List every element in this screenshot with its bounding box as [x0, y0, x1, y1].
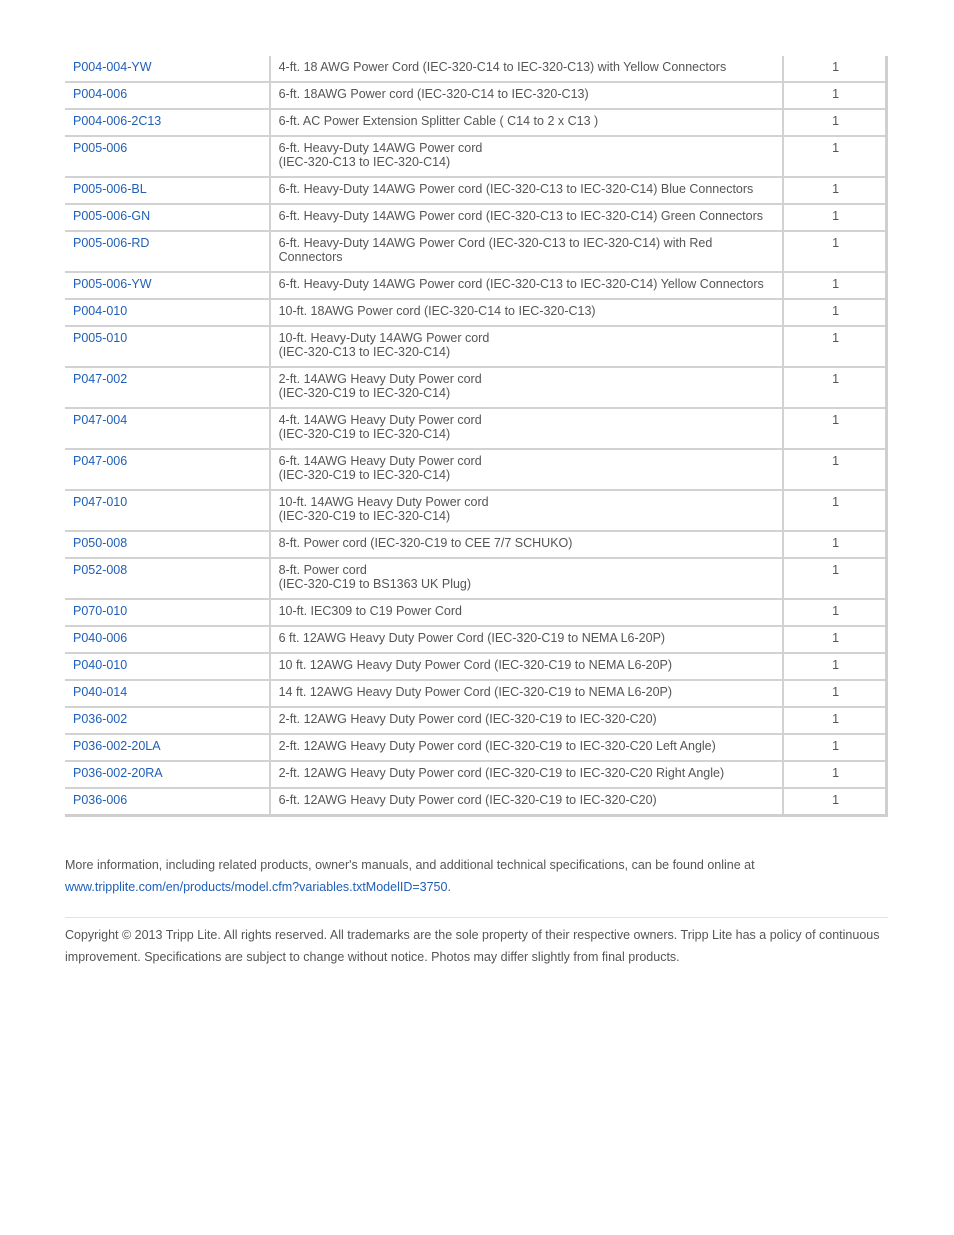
- table-row: [65, 231, 887, 272]
- model-link[interactable]: P047-004: [73, 413, 128, 427]
- model-cell: [65, 231, 270, 272]
- table-row: [65, 707, 887, 734]
- quantity-cell: 1: [783, 680, 886, 707]
- description-cell: [270, 136, 784, 177]
- description-cell: [270, 558, 784, 599]
- description-cell: [270, 788, 784, 816]
- model-link[interactable]: P047-006: [73, 454, 128, 468]
- model-link[interactable]: P005-006-BL: [73, 182, 147, 196]
- description-cell: [270, 761, 784, 788]
- model-cell: [65, 531, 270, 558]
- table-row: [65, 109, 887, 136]
- model-cell: [65, 761, 270, 788]
- description-cell: [270, 449, 784, 490]
- description-line: 6-ft. Heavy-Duty 14AWG Power cord (IEC-320-C13 to IEC-320-C14) Yellow Connectors: [278, 277, 764, 291]
- model-link[interactable]: P040-006: [73, 631, 128, 645]
- description-line: (IEC-320-C19 to BS1363 UK Plug): [278, 577, 472, 591]
- description-cell: [270, 177, 784, 204]
- table-row: [65, 490, 887, 531]
- description-line: 14 ft. 12AWG Heavy Duty Power Cord (IEC-320-C19 to NEMA L6-20P): [278, 685, 673, 699]
- description-line: 6-ft. Heavy-Duty 14AWG Power cord (IEC-320-C13 to IEC-320-C14) Blue Connectors: [278, 182, 754, 196]
- included-parts-table: [65, 56, 888, 817]
- more-info-text: More information, including related products, owner's manuals, and additional technical specifications, can be found online at: [65, 858, 755, 872]
- model-cell: [65, 653, 270, 680]
- description-cell: [270, 299, 784, 326]
- quantity-cell: 1: [783, 204, 886, 231]
- description-cell: [270, 231, 784, 272]
- description-line: 4-ft. 14AWG Heavy Duty Power cord: [278, 413, 482, 427]
- table-row: [65, 299, 887, 326]
- model-link[interactable]: P040-010: [73, 658, 128, 672]
- model-cell: [65, 136, 270, 177]
- table-row: [65, 326, 887, 367]
- description-line: (IEC-320-C19 to IEC-320-C14): [278, 386, 451, 400]
- description-line: 6 ft. 12AWG Heavy Duty Power Cord (IEC-320-C19 to NEMA L6-20P): [278, 631, 666, 645]
- quantity-cell: 1: [783, 490, 886, 531]
- description-line: 6-ft. 12AWG Heavy Duty Power cord (IEC-320-C19 to IEC-320-C20): [278, 793, 657, 807]
- table-row: [65, 599, 887, 626]
- model-cell: [65, 558, 270, 599]
- table-row: [65, 408, 887, 449]
- product-page-link[interactable]: www.tripplite.com/en/products/model.cfm?variables.txtModelID=3750: [65, 880, 448, 894]
- description-line: 10 ft. 12AWG Heavy Duty Power Cord (IEC-320-C19 to NEMA L6-20P): [278, 658, 673, 672]
- description-cell: [270, 599, 784, 626]
- quantity-cell: 1: [783, 272, 886, 299]
- table-row: [65, 761, 887, 788]
- model-cell: [65, 109, 270, 136]
- model-cell: [65, 490, 270, 531]
- quantity-cell: 1: [783, 531, 886, 558]
- table-row: [65, 136, 887, 177]
- description-cell: [270, 408, 784, 449]
- description-line: 4-ft. 18 AWG Power Cord (IEC-320-C14 to IEC-320-C13) with Yellow Connectors: [278, 60, 727, 74]
- model-link[interactable]: P004-006: [73, 87, 128, 101]
- model-cell: [65, 82, 270, 109]
- table-row: [65, 680, 887, 707]
- table-row: [65, 558, 887, 599]
- model-cell: [65, 367, 270, 408]
- description-cell: [270, 82, 784, 109]
- quantity-cell: 1: [783, 326, 886, 367]
- description-cell: [270, 204, 784, 231]
- quantity-cell: 1: [783, 82, 886, 109]
- model-cell: [65, 204, 270, 231]
- model-cell: [65, 56, 270, 82]
- description-line: (IEC-320-C19 to IEC-320-C14): [278, 509, 451, 523]
- model-cell: [65, 680, 270, 707]
- quantity-cell: 1: [783, 707, 886, 734]
- description-cell: [270, 272, 784, 299]
- model-link[interactable]: P005-006: [73, 141, 128, 155]
- model-link[interactable]: P040-014: [73, 685, 128, 699]
- model-cell: [65, 408, 270, 449]
- description-cell: [270, 367, 784, 408]
- description-line: 6-ft. 14AWG Heavy Duty Power cord: [278, 454, 482, 468]
- description-line: 6-ft. Heavy-Duty 14AWG Power cord (IEC-320-C13 to IEC-320-C14) Green Connectors: [278, 209, 764, 223]
- description-line: 6-ft. AC Power Extension Splitter Cable ( C14 to 2 x C13 ): [278, 114, 599, 128]
- description-line: 2-ft. 14AWG Heavy Duty Power cord: [278, 372, 482, 386]
- description-line: 2-ft. 12AWG Heavy Duty Power cord (IEC-320-C19 to IEC-320-C20 Right Angle): [278, 766, 725, 780]
- description-cell: [270, 707, 784, 734]
- description-cell: [270, 326, 784, 367]
- model-link[interactable]: P036-002: [73, 712, 128, 726]
- table-row: [65, 531, 887, 558]
- description-cell: [270, 626, 784, 653]
- description-line: 6-ft. 18AWG Power cord (IEC-320-C14 to IEC-320-C13): [278, 87, 589, 101]
- model-cell: [65, 326, 270, 367]
- table-row: [65, 56, 887, 82]
- description-cell: [270, 680, 784, 707]
- description-line: 10-ft. 14AWG Heavy Duty Power cord: [278, 495, 489, 509]
- model-cell: [65, 449, 270, 490]
- model-cell: [65, 299, 270, 326]
- table-row: [65, 626, 887, 653]
- model-cell: [65, 626, 270, 653]
- description-line: (IEC-320-C19 to IEC-320-C14): [278, 427, 451, 441]
- quantity-cell: 1: [783, 177, 886, 204]
- copyright-notice: Copyright © 2013 Tripp Lite. All rights reserved. All trademarks are the sole property of their respective owners. Tripp Lite has a policy of continuous improvement. Specifications are subject to change without notice. Photos may differ slightly from final products.: [65, 928, 880, 964]
- model-cell: [65, 707, 270, 734]
- description-line: Connectors: [278, 250, 343, 264]
- model-link[interactable]: P036-006: [73, 793, 128, 807]
- description-line: 6-ft. Heavy-Duty 14AWG Power Cord (IEC-320-C13 to IEC-320-C14) with Red: [278, 236, 713, 250]
- quantity-cell: 1: [783, 653, 886, 680]
- description-line: 2-ft. 12AWG Heavy Duty Power cord (IEC-320-C19 to IEC-320-C20): [278, 712, 657, 726]
- quantity-cell: 1: [783, 734, 886, 761]
- quantity-cell: 1: [783, 449, 886, 490]
- model-cell: [65, 734, 270, 761]
- description-line: (IEC-320-C13 to IEC-320-C14): [278, 155, 451, 169]
- table-row: [65, 272, 887, 299]
- description-line: (IEC-320-C13 to IEC-320-C14): [278, 345, 451, 359]
- model-link[interactable]: P036-002-20LA: [73, 739, 161, 753]
- table-row: [65, 177, 887, 204]
- description-cell: [270, 109, 784, 136]
- table-row: [65, 734, 887, 761]
- quantity-cell: 1: [783, 367, 886, 408]
- quantity-cell: 1: [783, 109, 886, 136]
- model-link[interactable]: P005-010: [73, 331, 128, 345]
- model-link[interactable]: P050-008: [73, 536, 128, 550]
- model-link[interactable]: P005-006-YW: [73, 277, 152, 291]
- quantity-cell: 1: [783, 56, 886, 82]
- table-row: [65, 204, 887, 231]
- model-link[interactable]: P047-002: [73, 372, 128, 386]
- model-link[interactable]: P004-004-YW: [73, 60, 152, 74]
- model-cell: [65, 788, 270, 816]
- model-link[interactable]: P005-006-GN: [73, 209, 151, 223]
- description-line: 8-ft. Power cord (IEC-320-C19 to CEE 7/7 SCHUKO): [278, 536, 573, 550]
- description-cell: [270, 490, 784, 531]
- description-line: 6-ft. Heavy-Duty 14AWG Power cord: [278, 141, 483, 155]
- quantity-cell: 1: [783, 408, 886, 449]
- table-row: [65, 788, 887, 816]
- description-cell: [270, 653, 784, 680]
- quantity-cell: 1: [783, 299, 886, 326]
- quantity-cell: 1: [783, 788, 886, 816]
- quantity-cell: 1: [783, 231, 886, 272]
- model-link[interactable]: P005-006-RD: [73, 236, 150, 250]
- description-cell: [270, 531, 784, 558]
- description-line: 2-ft. 12AWG Heavy Duty Power cord (IEC-320-C19 to IEC-320-C20 Left Angle): [278, 739, 716, 753]
- model-link[interactable]: P004-010: [73, 304, 128, 318]
- quantity-cell: 1: [783, 626, 886, 653]
- model-link[interactable]: P036-002-20RA: [73, 766, 163, 780]
- quantity-cell: 1: [783, 599, 886, 626]
- model-link[interactable]: P070-010: [73, 604, 128, 618]
- parts-table-body: [65, 56, 887, 816]
- model-link[interactable]: P052-008: [73, 563, 128, 577]
- table-row: [65, 367, 887, 408]
- quantity-cell: 1: [783, 761, 886, 788]
- description-line: 10-ft. Heavy-Duty 14AWG Power cord: [278, 331, 490, 345]
- footer-divider: [65, 917, 888, 918]
- quantity-cell: 1: [783, 558, 886, 599]
- model-cell: [65, 599, 270, 626]
- description-line: 10-ft. IEC309 to C19 Power Cord: [278, 604, 463, 618]
- description-cell: [270, 56, 784, 82]
- description-line: (IEC-320-C19 to IEC-320-C14): [278, 468, 451, 482]
- more-info-paragraph: [65, 854, 888, 898]
- table-row: [65, 653, 887, 680]
- table-row: [65, 449, 887, 490]
- table-row: [65, 82, 887, 109]
- description-cell: [270, 734, 784, 761]
- quantity-cell: 1: [783, 136, 886, 177]
- model-cell: [65, 272, 270, 299]
- more-info-suffix: .: [447, 880, 451, 894]
- description-line: 10-ft. 18AWG Power cord (IEC-320-C14 to IEC-320-C13): [278, 304, 596, 318]
- description-line: 8-ft. Power cord: [278, 563, 367, 577]
- model-link[interactable]: P004-006-2C13: [73, 114, 162, 128]
- model-link[interactable]: P047-010: [73, 495, 128, 509]
- model-cell: [65, 177, 270, 204]
